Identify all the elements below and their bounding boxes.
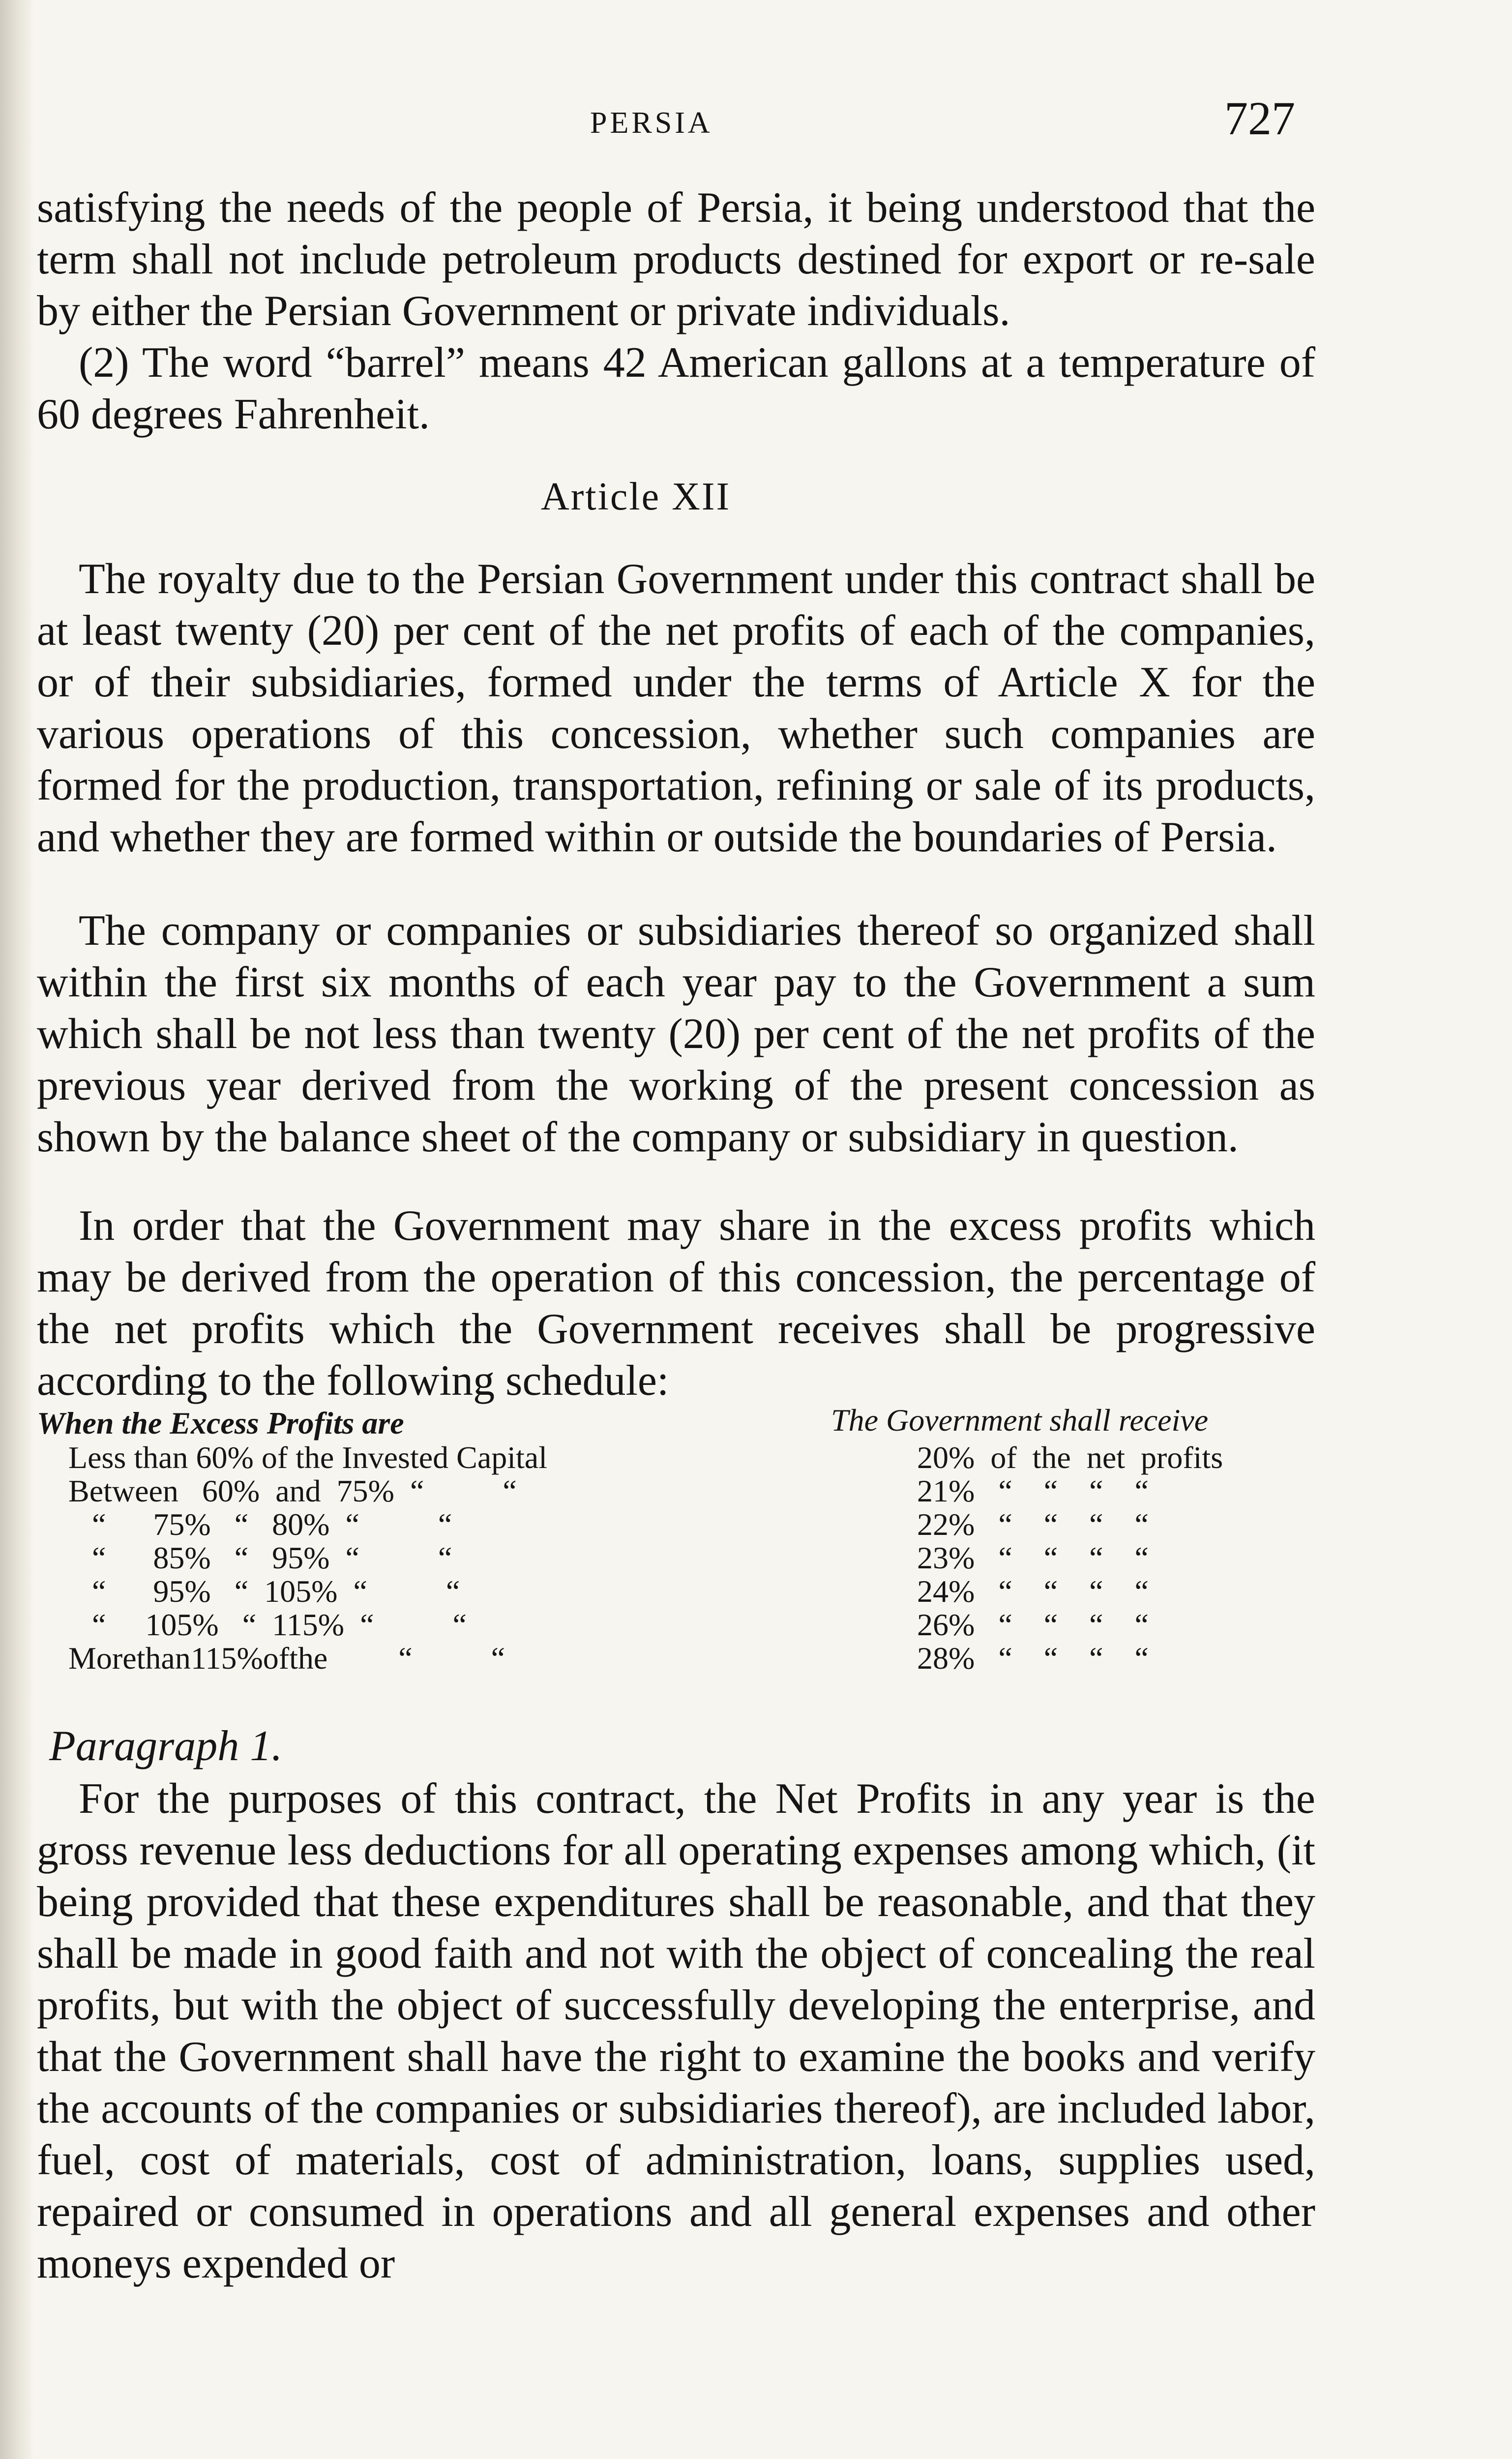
page-number: 727 [1224, 92, 1295, 145]
schedule-government-share: 21% “ “ “ “ [917, 1473, 1149, 1508]
schedule-header-left: When the Excess Profits are [37, 1406, 404, 1440]
schedule-excess-range: Morethan115%ofthe “ “ [37, 1641, 505, 1676]
paragraph-net-profits: For the purposes of this contract, the Net Profits in any year is the gross revenue less deductions for all operating expenses among which, (it being provided that these expenditures shall be reasonable, and that they shall be made in good faith and not with the object of concealing the real profits, but with the object of successfully developing the enterprise, and that the Government shall have the right to examine the books and verify the accounts of the companies or subsidiaries thereof), are included labor, fuel, cost of materials, cost of administration, loans, supplies used, repaired or consumed in operations and all general expenses and other moneys expended or [37, 1775, 1315, 2287]
schedule-government-share: 24% “ “ “ “ [917, 1574, 1149, 1609]
page-binding-edge [0, 0, 34, 2459]
schedule-excess-range: “ 95% “ 105% “ “ [37, 1574, 460, 1609]
paragraph-payment: The company or companies or subsidiaries thereof so organized shall within the first six months of each year pay to the Government a sum which shall be not less than twenty (20) per cent of the net profits of the previous year derived from the working of the present concession as shown by the balance sheet of the company or subsidiary in question. [37, 907, 1315, 1161]
schedule-row [37, 1575, 1325, 1608]
schedule-government-share: 26% “ “ “ “ [917, 1607, 1149, 1642]
schedule-row [37, 1541, 1325, 1575]
paragraph-label: Paragraph 1. [49, 1722, 283, 1770]
schedule-row [37, 1642, 1325, 1675]
schedule-government-share: 22% “ “ “ “ [917, 1507, 1149, 1542]
schedule-government-share: 28% “ “ “ “ [917, 1641, 1149, 1676]
schedule-government-share: 23% “ “ “ “ [917, 1540, 1149, 1575]
schedule-header-right: The Government shall receive [831, 1403, 1209, 1438]
schedule-row [37, 1508, 1325, 1541]
schedule-row [37, 1474, 1325, 1508]
schedule-row [37, 1608, 1325, 1642]
paragraph-royalty: The royalty due to the Persian Government under this contract shall be at least twenty (20) per cent of the net profits of each of the companies, or of their subsidiaries, formed under the terms of Article X for the various operations of this concession, whether such companies are formed for the production, transportation, refining or sale of its products, and whether they are formed within or outside the boundaries of Persia. [37, 555, 1315, 861]
paragraph-excess-profits: In order that the Government may share in the excess profits which may be derived from the operation of this concession, the percentage of the net profits which the Government receives shall be progressive according to the following schedule: [37, 1202, 1315, 1405]
paragraph-continuation: satisfying the needs of the people of Persia, it being understood that the term shall not include petroleum products destined for export or re-sale by either the Persian Government or private individuals. [37, 184, 1315, 335]
schedule-excess-range: “ 85% “ 95% “ “ [37, 1540, 452, 1575]
schedule-row [37, 1441, 1325, 1474]
schedule-excess-range: Less than 60% of the Invested Capital [37, 1440, 547, 1475]
running-head: PERSIA [590, 106, 713, 140]
schedule-government-share: 20% of the net profits [917, 1440, 1223, 1475]
article-heading: Article XII [541, 475, 731, 518]
schedule-excess-range: Between 60% and 75% “ “ [37, 1473, 517, 1508]
schedule-excess-range: “ 75% “ 80% “ “ [37, 1507, 452, 1542]
paragraph-barrel-definition: (2) The word “barrel” means 42 American gallons at a temperature of 60 degrees Fahrenheit. [37, 339, 1315, 438]
schedule-excess-range: “ 105% “ 115% “ “ [37, 1607, 467, 1642]
